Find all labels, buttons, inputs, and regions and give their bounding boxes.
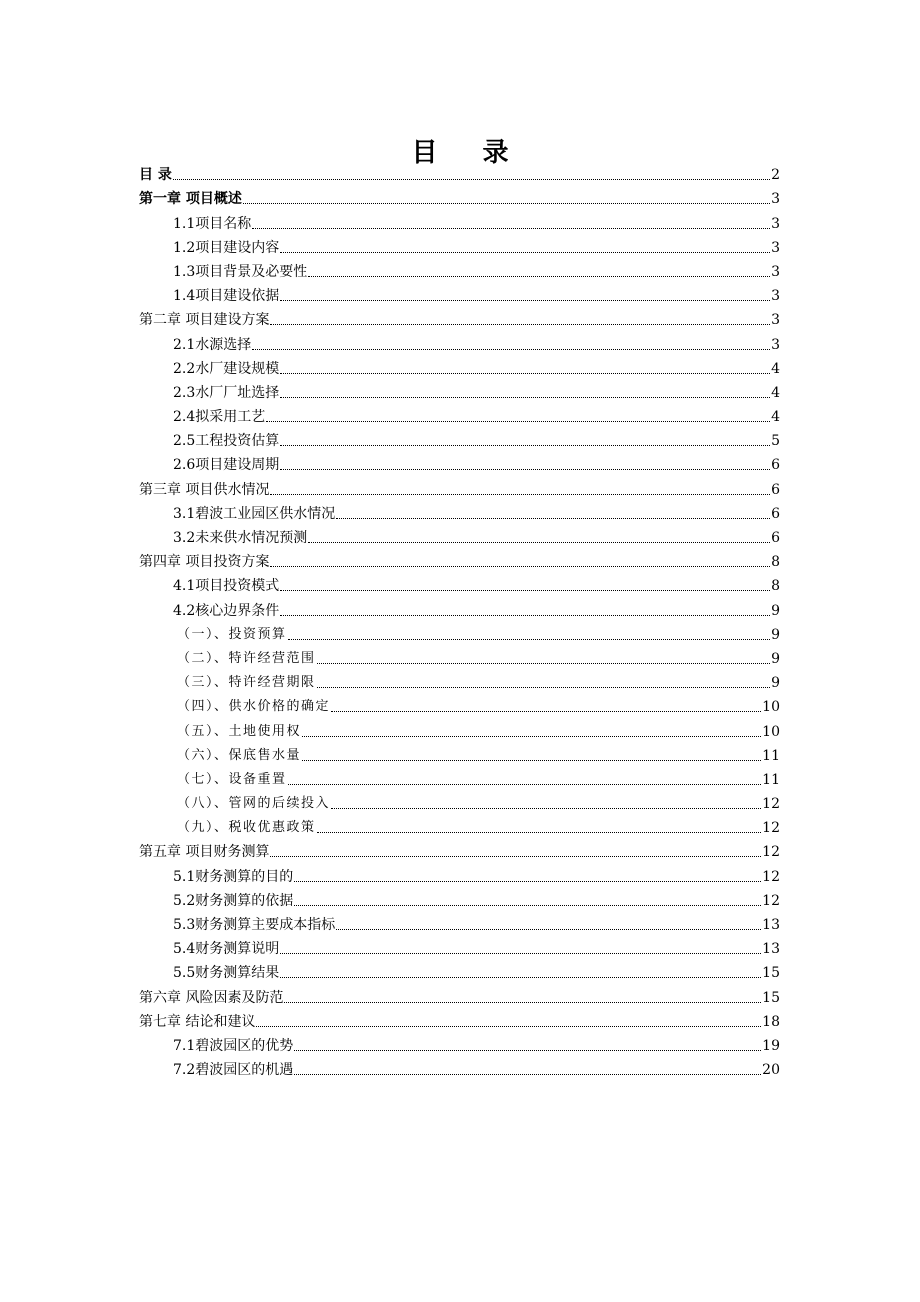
- toc-entry-page-number: 12: [762, 868, 780, 885]
- toc-entry[interactable]: [139, 426, 780, 450]
- toc-dot-leader: [173, 179, 770, 180]
- toc-entry-title: 2.3水厂厂址选择: [173, 384, 280, 401]
- toc-entry-title: 第七章 结论和建议: [139, 1013, 256, 1030]
- toc-dot-leader: [302, 736, 761, 737]
- toc-dot-leader: [317, 832, 762, 833]
- toc-dot-leader: [288, 784, 762, 785]
- toc-entry-title: 2.5工程投资估算: [173, 433, 280, 450]
- toc-entry-page-number: 3: [771, 191, 780, 208]
- toc-entry-title: 1.1项目名称: [173, 215, 252, 232]
- toc-dot-leader: [280, 300, 770, 301]
- toc-entry-page-number: 12: [762, 892, 780, 909]
- toc-entry-title: 1.2项目建设内容: [173, 239, 280, 256]
- table-of-contents: [139, 160, 780, 1079]
- toc-entry[interactable]: [139, 571, 780, 595]
- toc-entry-title: 2.2水厂建设规模: [173, 360, 280, 377]
- toc-entry-page-number: 11: [762, 771, 780, 788]
- toc-entry[interactable]: [139, 837, 780, 861]
- toc-dot-leader: [270, 856, 761, 857]
- toc-entry-title: （九）、税收优惠政策: [177, 820, 316, 836]
- toc-dot-leader: [280, 977, 761, 978]
- toc-entry-title: 目 录: [139, 167, 172, 184]
- toc-entry-page-number: 4: [771, 360, 780, 377]
- toc-entry-title: 4.1项目投资模式: [173, 578, 280, 595]
- toc-entry-title: 第二章 项目建设方案: [139, 312, 270, 329]
- toc-dot-leader: [317, 687, 771, 688]
- toc-entry[interactable]: [139, 886, 780, 910]
- toc-dot-leader: [270, 566, 770, 567]
- toc-dot-leader: [252, 228, 770, 229]
- toc-entry-page-number: 8: [771, 554, 780, 571]
- toc-entry-title: 第四章 项目投资方案: [139, 554, 270, 571]
- toc-dot-leader: [331, 808, 761, 809]
- toc-entry-title: 3.1碧波工业园区供水情况: [173, 505, 336, 522]
- toc-entry[interactable]: [139, 958, 780, 982]
- toc-entry[interactable]: [139, 523, 780, 547]
- toc-entry[interactable]: [139, 910, 780, 934]
- toc-dot-leader: [280, 590, 770, 591]
- toc-entry-page-number: 9: [771, 626, 780, 643]
- toc-entry-page-number: 2: [771, 167, 780, 184]
- toc-entry[interactable]: [139, 402, 780, 426]
- toc-dot-leader: [280, 615, 770, 616]
- toc-entry[interactable]: [139, 861, 780, 885]
- toc-dot-leader: [331, 711, 761, 712]
- toc-entry-title: （三）、特许经营期限: [177, 675, 316, 691]
- toc-dot-leader: [280, 252, 770, 253]
- toc-dot-leader: [280, 953, 761, 954]
- toc-entry-title: 5.5财务测算结果: [173, 965, 280, 982]
- toc-entry-page-number: 18: [762, 1013, 780, 1030]
- toc-entry[interactable]: [139, 1007, 780, 1031]
- toc-entry-page-number: 6: [771, 457, 780, 474]
- toc-entry-title: （四）、供水价格的确定: [177, 699, 331, 715]
- toc-entry-page-number: 15: [762, 989, 780, 1006]
- toc-entry-title: 5.4财务测算说明: [173, 941, 280, 958]
- toc-entry-page-number: 15: [762, 965, 780, 982]
- toc-entry[interactable]: [139, 257, 780, 281]
- toc-entry-page-number: 20: [762, 1062, 780, 1079]
- toc-entry-page-number: 4: [771, 409, 780, 426]
- toc-entry[interactable]: [139, 1055, 780, 1079]
- toc-entry-page-number: 11: [762, 747, 780, 764]
- toc-entry[interactable]: [139, 378, 780, 402]
- toc-entry-title: （二）、特许经营范围: [177, 650, 316, 666]
- toc-entry-page-number: 12: [762, 844, 780, 861]
- toc-dot-leader: [294, 1050, 761, 1051]
- toc-dot-leader: [317, 663, 771, 664]
- toc-dot-leader: [288, 639, 771, 640]
- toc-entry-title: 2.4拟采用工艺: [173, 409, 266, 426]
- toc-entry-page-number: 13: [762, 917, 780, 933]
- toc-entry[interactable]: [139, 789, 780, 813]
- toc-entry-title: 2.6项目建设周期: [173, 457, 280, 474]
- toc-dot-leader: [284, 1002, 761, 1003]
- toc-entry-page-number: 6: [771, 530, 780, 546]
- toc-entry-page-number: 4: [771, 384, 780, 401]
- toc-entry-title: 1.4项目建设依据: [173, 288, 280, 305]
- toc-entry-page-number: 12: [762, 796, 780, 813]
- toc-entry-title: 4.2核心边界条件: [173, 602, 280, 619]
- toc-dot-leader: [308, 276, 770, 277]
- toc-dot-leader: [280, 469, 770, 470]
- toc-entry-page-number: 13: [762, 941, 780, 958]
- toc-entry-title: 5.2财务测算的依据: [173, 892, 294, 909]
- toc-entry[interactable]: [139, 450, 780, 474]
- toc-entry-page-number: 8: [771, 578, 780, 595]
- toc-entry[interactable]: [139, 595, 780, 619]
- toc-dot-leader: [270, 324, 770, 325]
- toc-entry-page-number: 9: [771, 650, 780, 667]
- toc-entry-page-number: 3: [771, 312, 780, 329]
- toc-entry-page-number: 19: [762, 1037, 780, 1054]
- toc-entry[interactable]: [139, 692, 780, 716]
- toc-entry-title: 第五章 项目财务测算: [139, 844, 270, 861]
- toc-entry-page-number: 6: [771, 505, 780, 522]
- toc-entry-page-number: 6: [771, 481, 780, 498]
- toc-entry-page-number: 10: [762, 699, 780, 716]
- toc-dot-leader: [280, 397, 770, 398]
- toc-entry[interactable]: [139, 160, 780, 184]
- toc-entry-title: 第一章 项目概述: [139, 191, 242, 208]
- toc-entry-page-number: 9: [771, 602, 780, 619]
- toc-entry[interactable]: [139, 499, 780, 523]
- toc-dot-leader: [270, 494, 770, 495]
- toc-entry[interactable]: [139, 620, 780, 644]
- toc-entry[interactable]: [139, 208, 780, 232]
- toc-entry-page-number: 3: [771, 288, 780, 305]
- toc-entry[interactable]: [139, 547, 780, 571]
- toc-entry[interactable]: [139, 982, 780, 1006]
- toc-entry-title: （八）、管网的后续投入: [177, 796, 331, 812]
- toc-entry-title: 7.2碧波园区的机遇: [173, 1062, 294, 1079]
- toc-entry-title: 7.1碧波园区的优势: [173, 1037, 294, 1054]
- toc-entry-title: （五）、土地使用权: [177, 723, 302, 739]
- toc-dot-leader: [336, 518, 770, 519]
- toc-dot-leader: [243, 203, 770, 204]
- toc-entry[interactable]: [139, 1031, 780, 1055]
- toc-entry[interactable]: [139, 184, 780, 208]
- toc-entry[interactable]: [139, 934, 780, 958]
- page-title: 目 录: [411, 138, 527, 169]
- toc-entry[interactable]: [139, 329, 780, 353]
- toc-entry-page-number: 3: [771, 336, 780, 353]
- toc-entry-title: 第三章 项目供水情况: [139, 481, 270, 498]
- toc-entry-page-number: 12: [762, 820, 780, 837]
- toc-entry-page-number: 10: [762, 723, 780, 740]
- toc-entry[interactable]: [139, 305, 780, 329]
- toc-entry-title: （一）、投资预算: [177, 626, 287, 642]
- toc-entry[interactable]: [139, 765, 780, 789]
- toc-entry-title: （六）、保底售水量: [177, 747, 302, 763]
- toc-entry-title: 1.3项目背景及必要性: [173, 263, 308, 280]
- toc-entry-page-number: 3: [771, 215, 780, 232]
- toc-dot-leader: [280, 373, 770, 374]
- toc-dot-leader: [252, 349, 770, 350]
- toc-dot-leader: [294, 905, 761, 906]
- toc-dot-leader: [294, 881, 761, 882]
- toc-dot-leader: [308, 542, 770, 543]
- toc-entry[interactable]: [139, 668, 780, 692]
- toc-dot-leader: [302, 760, 761, 761]
- toc-entry-title: 5.3财务测算主要成本指标: [173, 917, 336, 933]
- toc-dot-leader: [294, 1074, 761, 1075]
- toc-entry-title: 5.1财务测算的目的: [173, 868, 294, 885]
- toc-dot-leader: [336, 929, 761, 930]
- toc-entry[interactable]: [139, 644, 780, 668]
- toc-dot-leader: [266, 421, 770, 422]
- toc-entry-page-number: 5: [771, 433, 780, 450]
- toc-dot-leader: [280, 445, 770, 446]
- toc-entry-page-number: 3: [771, 263, 780, 280]
- toc-entry[interactable]: [139, 716, 780, 740]
- toc-entry[interactable]: [139, 813, 780, 837]
- toc-entry[interactable]: [139, 354, 780, 378]
- toc-entry[interactable]: [139, 741, 780, 765]
- toc-entry[interactable]: [139, 281, 780, 305]
- toc-entry-title: 2.1水源选择: [173, 336, 252, 353]
- toc-entry-page-number: 9: [771, 675, 780, 692]
- toc-entry-page-number: 3: [771, 239, 780, 256]
- toc-entry[interactable]: [139, 474, 780, 498]
- toc-dot-leader: [256, 1026, 761, 1027]
- toc-entry[interactable]: [139, 233, 780, 257]
- toc-entry-title: 3.2未来供水情况预测: [173, 530, 308, 546]
- toc-entry-title: 第六章 风险因素及防范: [139, 989, 284, 1006]
- toc-entry-title: （七）、设备重置: [177, 771, 287, 787]
